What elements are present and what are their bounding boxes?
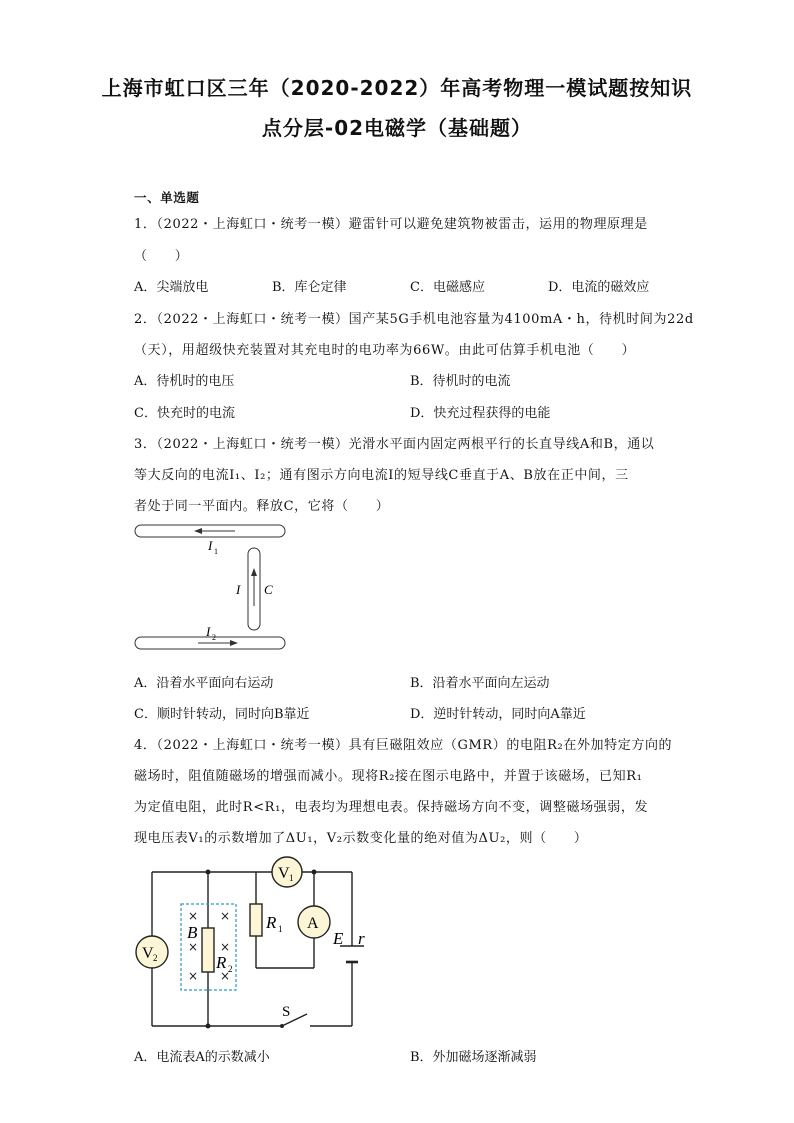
svg-text:×: × [220,969,231,983]
label-a: A [307,915,319,932]
q4-option-a[interactable]: A．电流表A的示数减小 [134,1050,270,1065]
label-r1: R [266,913,277,932]
q3-text-line2: 等大反向的电流I₁、I₂；通有图示方向电流I的短导线C垂直于A、B放在正中间，三 [134,468,629,483]
label-b: B [187,923,198,942]
q3-option-a[interactable]: A．沿着水平面向右运动 [134,676,274,691]
label-e: E [333,929,344,948]
q3-option-d[interactable]: D．逆时针转动，同时向A靠近 [410,707,586,722]
label-r2-sub: 2 [228,964,233,974]
svg-text:×: × [220,909,231,923]
q1-option-c[interactable]: C．电磁感应 [410,280,485,295]
q3-option-b[interactable]: B．沿着水平面向左运动 [410,676,550,691]
label-r: r [358,929,365,948]
q1-option-b[interactable]: B．库仑定律 [272,280,347,295]
q1-option-d[interactable]: D．电流的磁效应 [548,280,650,295]
q2-option-c[interactable]: C．快充时的电流 [134,406,235,421]
label-r1-sub: 1 [278,924,283,934]
label-c: C [264,582,273,597]
q1-option-a[interactable]: A．尖端放电 [134,280,209,295]
page-title-line1: 上海市虹口区三年（2020-2022）年高考物理一模试题按知识 [101,76,693,100]
label-r2: R [216,953,227,972]
q4-text-line2: 磁场时，阻值随磁场的增强而减小。现将R₂接在图示电路中，并置于该磁场，已知R₁ [134,769,643,784]
svg-text:×: × [188,909,199,923]
q2-option-a[interactable]: A．待机时的电压 [134,374,235,389]
label-v1: V [278,865,290,882]
q4-circuit-figure [132,854,372,1034]
q4-option-b[interactable]: B．外加磁场逐渐减弱 [410,1050,537,1065]
q4-text-line4: 现电压表V₁的示数增加了ΔU₁，V₂示数变化量的绝对值为ΔU₂，则（ ） [134,831,588,846]
q2-option-b[interactable]: B．待机时的电流 [410,374,511,389]
q1-text-line1: 1．（2022・上海虹口・统考一模）避雷针可以避免建筑物被雷击，运用的物理原理是 [134,217,648,232]
label-v2: V [142,945,154,962]
label-i1-sub: 1 [214,547,218,556]
svg-text:×: × [188,940,199,954]
q4-text-line3: 为定值电阻，此时R<R₁，电表均为理想电表。保持磁场方向不变，调整磁场强弱，发 [134,800,649,815]
svg-text:×: × [188,969,199,983]
q3-option-c[interactable]: C．顺时针转动，同时向B靠近 [134,707,310,722]
q1-text-line2: （ ） [134,249,189,264]
q2-text-line2: （天），用超级快充装置对其充电时的电功率为66W。由此可估算手机电池（ ） [134,343,636,358]
q4-text-line1: 4．（2022・上海虹口・统考一模）具有巨磁阻效应（GMR）的电阻R₂在外加特定方向的 [134,738,673,753]
label-v2-sub: 2 [153,953,158,963]
label-i1: I [208,538,213,553]
label-s: S [282,1004,291,1020]
q3-text-line1: 3．（2022・上海虹口・统考一模）光滑水平面内固定两根平行的长直导线A和B，通以 [134,437,655,452]
label-v1-sub: 1 [289,873,294,883]
page-title-line2: 点分层-02电磁学（基础题） [261,116,533,140]
resistor-r1 [250,904,262,936]
svg-text:×: × [220,940,231,954]
resistor-r2 [202,928,214,972]
label-i2: I [206,624,211,639]
section-heading: 一、单选题 [134,190,200,205]
q3-text-line3: 者处于同一平面内。释放C，它将（ ） [134,499,390,514]
q2-text-line1: 2．（2022・上海虹口・统考一模）国产某5G手机电池容量为4100mA・h，待机时间为22d [134,312,694,327]
q3-wire-figure [130,518,290,658]
label-i2-sub: 2 [212,633,216,642]
q2-option-d[interactable]: D．快充过程获得的电能 [410,406,551,421]
label-i: I [236,582,241,597]
